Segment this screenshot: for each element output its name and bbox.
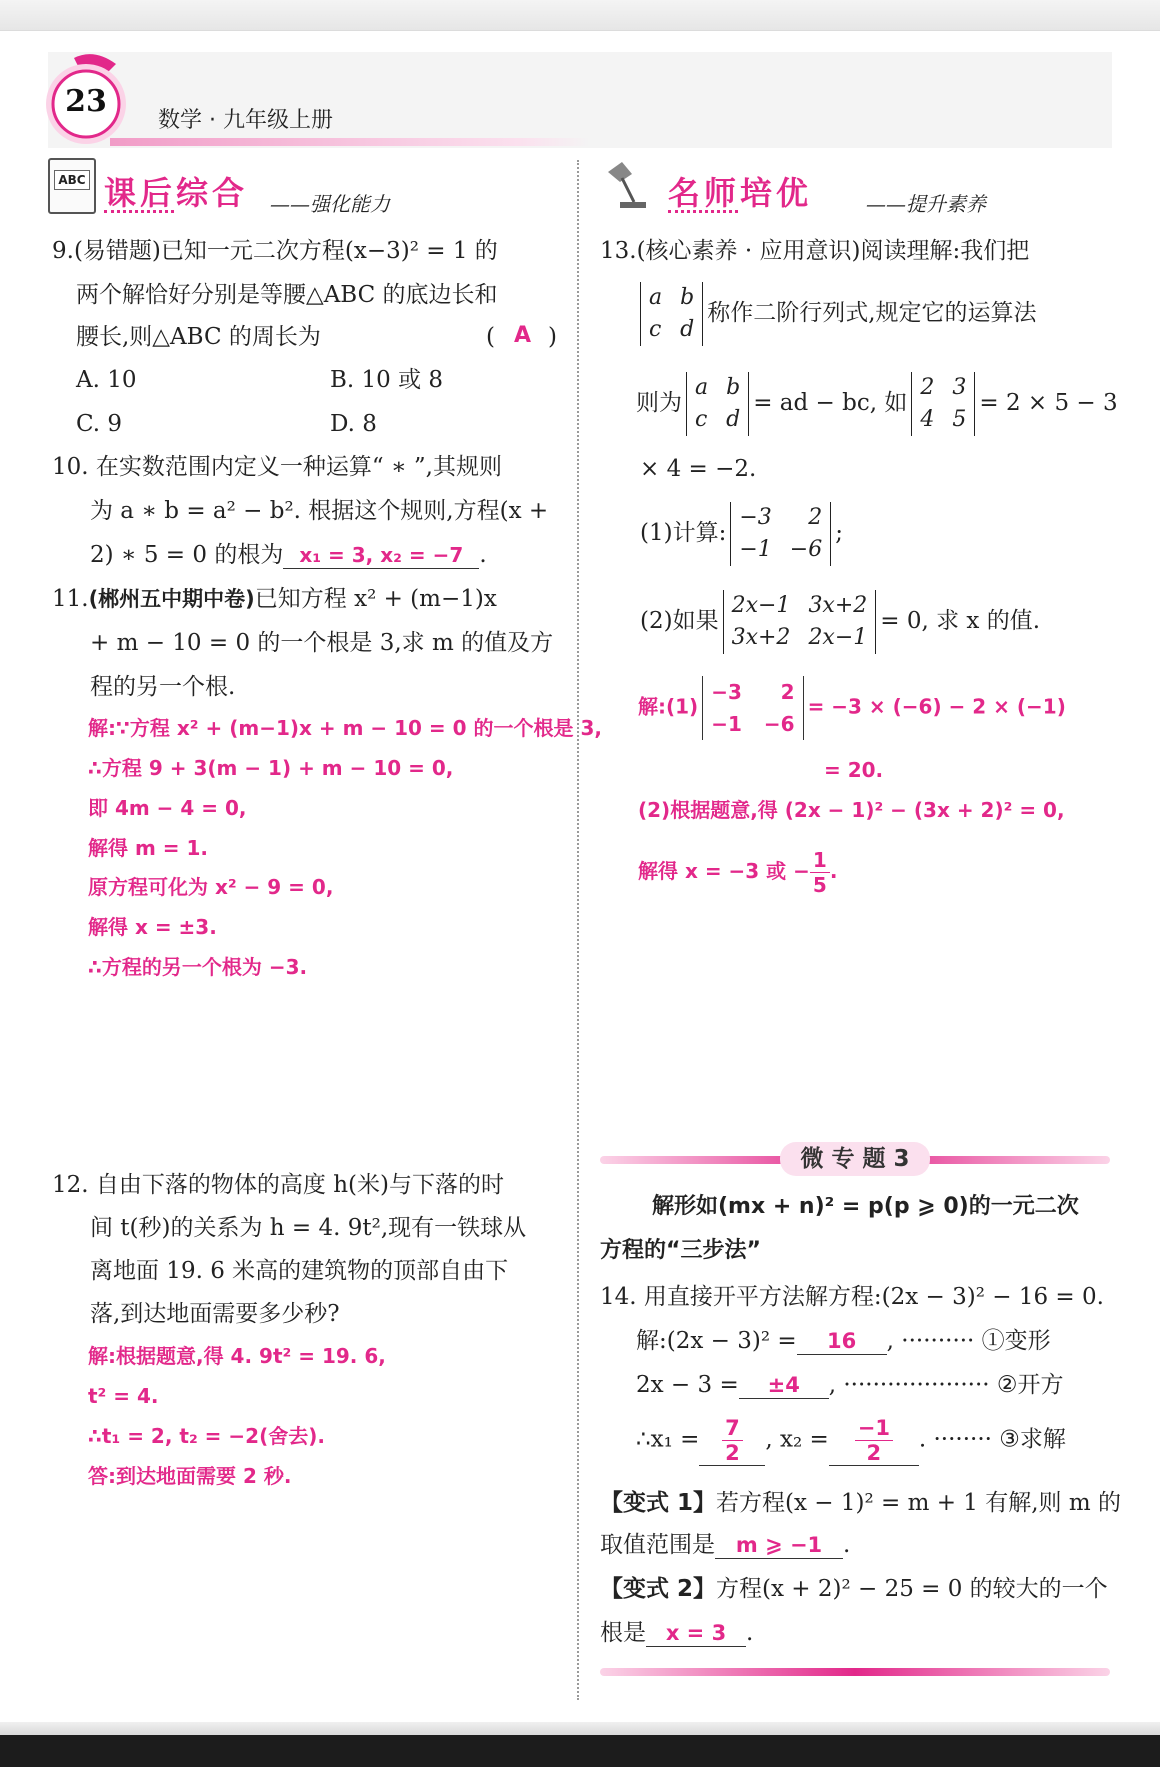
v2-line1: 【变式 2】方程(x + 2)² − 25 = 0 的较大的一个 xyxy=(600,1576,1108,1602)
q13-determinant-example: 2 3 4 5 xyxy=(911,372,975,436)
q13-solution-1: 解:(1) −3 2 −1 −6 = −3 × (−6) − 2 × (−1) xyxy=(638,676,1066,740)
section-title-left: 课后综合 xyxy=(104,174,249,212)
q12-solution-2: t² = 4. xyxy=(88,1384,159,1408)
q9-line1: 9.(易错题)已知一元二次方程(x−3)² = 1 的 xyxy=(52,238,498,264)
q10-answer-blank: x₁ = 3, x₂ = −7 xyxy=(283,542,479,569)
q14-step2-blank: ±4 xyxy=(739,1372,829,1399)
q11-line3: 程的另一个根. xyxy=(90,674,236,700)
v2-answer-blank: x = 3 xyxy=(646,1620,746,1647)
q14-x2-blank: $\frac{-1}{2}$ xyxy=(829,1416,919,1466)
q9-answer: A xyxy=(514,323,532,348)
section-dots-left xyxy=(104,210,174,213)
q13-solution-fraction: $\frac{1}{5}$ xyxy=(810,848,830,897)
q11-solution-4: 解得 m = 1. xyxy=(88,836,208,860)
q13-solution-determinant: −3 2 −1 −6 xyxy=(702,676,803,740)
q9-option-c: C. 9 xyxy=(76,411,123,437)
section-title-right: 名师培优 xyxy=(668,174,813,212)
q12-line1: 12. 自由下落的物体的高度 h(米)与下落的时 xyxy=(52,1172,504,1198)
q9-line2: 两个解恰好分别是等腰△ABC 的底边长和 xyxy=(76,282,498,308)
q9-option-a: A. 10 xyxy=(76,367,137,393)
q12-solution-4: 答:到达地面需要 2 秒. xyxy=(88,1464,292,1488)
v2-line2: 根是 x = 3 . xyxy=(600,1620,754,1646)
page-number: 23 xyxy=(65,84,107,119)
q11-solution-3: 即 4m − 4 = 0, xyxy=(88,796,247,820)
q12-line4: 落,到达地面需要多少秒? xyxy=(90,1301,340,1327)
q10-line1: 10. 在实数范围内定义一种运算“ ∗ ”,其规则 xyxy=(52,454,502,480)
q13-solution-3: (2)根据题意,得 (2x − 1)² − (3x + 2)² = 0, xyxy=(638,798,1065,822)
q9-bracket-close: ) xyxy=(548,324,557,350)
q13-line3: 则为 a b c d = ad − bc, 如 2 3 4 5 = 2 × 5 − 3 xyxy=(636,372,1118,436)
q11-solution-2: ∴方程 9 + 3(m − 1) + m − 10 = 0, xyxy=(88,756,454,780)
q14-step1: 解:(2x − 3)² = 16 , ·········· ①变形 xyxy=(636,1328,1051,1354)
q9-line3: 腰长,则△ABC 的周长为 xyxy=(76,324,321,350)
q13-solution-2: = 20. xyxy=(824,758,884,782)
viewer-bottom-bar xyxy=(0,1735,1160,1767)
q9-bracket-open: ( xyxy=(486,324,495,350)
section-dots-right xyxy=(668,210,738,213)
section-subtitle-right: ——提升素养 xyxy=(866,192,986,216)
section-subtitle-left: ——强化能力 xyxy=(270,192,390,216)
q10-line2: 为 a ∗ b = a² − b². 根据这个规则,方程(x + xyxy=(90,498,549,524)
viewer-bottom-strip xyxy=(0,1722,1160,1735)
q11-solution-5: 原方程可化为 x² − 9 = 0, xyxy=(88,875,334,899)
q13-determinant-rule: a b c d xyxy=(686,372,749,436)
q9-option-d: D. 8 xyxy=(330,411,377,437)
book-title: 数学 · 九年级上册 xyxy=(158,108,333,133)
viewer-top-bar xyxy=(0,0,1160,31)
v1-answer-blank: m ⩾ −1 xyxy=(715,1532,843,1559)
q13-line4: × 4 = −2. xyxy=(640,456,757,482)
q14-step1-blank: 16 xyxy=(797,1328,887,1355)
q12-line3: 离地面 19. 6 米高的建筑物的顶部自由下 xyxy=(90,1258,509,1284)
column-divider xyxy=(577,160,579,1700)
q11-solution-7: ∴方程的另一个根为 −3. xyxy=(88,955,308,979)
q13-part2-determinant: 2x−1 3x+2 3x+2 2x−1 xyxy=(723,590,877,654)
q11-solution-6: 解得 x = ±3. xyxy=(88,915,217,939)
special-topic-title: 微 专 题 3 xyxy=(780,1142,930,1176)
q13-part1: (1)计算: −3 2 −1 −6 ; xyxy=(640,502,843,566)
book-stack-icon: ABC xyxy=(48,158,96,214)
q13-line2: a b c d 称作二阶行列式,规定它的运算法 xyxy=(636,282,1037,346)
q9-option-b: B. 10 或 8 xyxy=(330,367,444,393)
q10-line3: 2) ∗ 5 = 0 的根为 x₁ = 3, x₂ = −7 . xyxy=(90,542,487,568)
q12-solution-1: 解:根据题意,得 4. 9t² = 19. 6, xyxy=(88,1344,386,1368)
special-intro-2: 方程的“三步法” xyxy=(600,1238,761,1263)
q14-x1-blank: $\frac{7}{2}$ xyxy=(699,1416,765,1466)
v1-line2: 取值范围是 m ⩾ −1 . xyxy=(600,1532,851,1558)
q13-determinant-def: a b c d xyxy=(640,282,703,346)
q11-source: (郴州五中期中卷) xyxy=(88,587,255,611)
q14-step3: ∴x₁ = $\frac{7}{2}$ , x₂ = $\frac{-1}{2}$ . ········ ③求解 xyxy=(636,1416,1066,1465)
special-intro-1: 解形如(mx + n)² = p(p ⩾ 0)的一元二次 xyxy=(652,1194,1079,1219)
v1-line1: 【变式 1】若方程(x − 1)² = m + 1 有解,则 m 的 xyxy=(600,1490,1121,1516)
header-pink-rule xyxy=(110,138,590,146)
q13-line1: 13.(核心素养 · 应用意识)阅读理解:我们把 xyxy=(600,238,1030,264)
q14-line1: 14. 用直接开平方法解方程:(2x − 3)² − 16 = 0. xyxy=(600,1284,1104,1310)
q11-line1: 11.(郴州五中期中卷)已知方程 x² + (m−1)x xyxy=(52,586,497,612)
special-topic-bottom-rule xyxy=(600,1668,1110,1676)
q12-solution-3: ∴t₁ = 2, t₂ = −2(舍去). xyxy=(88,1424,325,1448)
desk-lamp-icon xyxy=(600,158,652,216)
q11-line2: + m − 10 = 0 的一个根是 3,求 m 的值及方 xyxy=(90,630,554,656)
v1-tag: 【变式 1】 xyxy=(600,1490,717,1516)
q13-solution-4: 解得 x = −3 或 − $\frac{1}{5}$ . xyxy=(638,848,838,897)
q13-part2: (2)如果 2x−1 3x+2 3x+2 2x−1 = 0, 求 x 的值. xyxy=(640,590,1040,654)
q11-solution-1: 解:∵方程 x² + (m−1)x + m − 10 = 0 的一个根是 3, xyxy=(88,716,602,740)
q14-step2: 2x − 3 = ±4 , ···················· ②开方 xyxy=(636,1372,1064,1398)
q13-part1-determinant: −3 2 −1 −6 xyxy=(730,502,831,566)
q12-line2: 间 t(秒)的关系为 h = 4. 9t²,现有一铁球从 xyxy=(90,1215,527,1241)
v2-tag: 【变式 2】 xyxy=(600,1576,717,1602)
